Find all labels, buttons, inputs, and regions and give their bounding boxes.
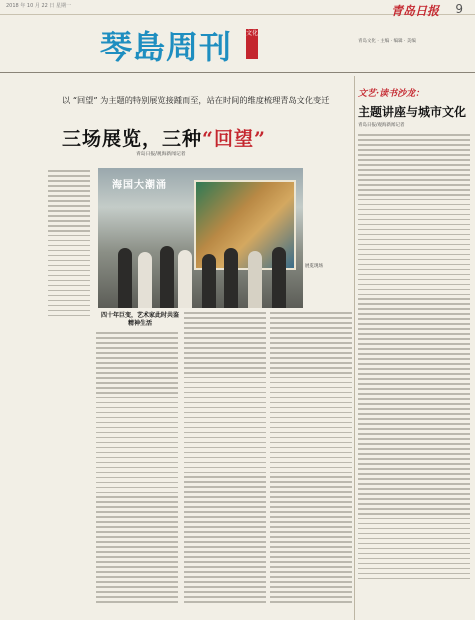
article-kicker: 以 “回望” 为主题的特别展览接踵而至，站在时间的维度梳理青岛文化变迁 <box>62 95 330 105</box>
photo-person <box>138 252 152 308</box>
section-tag: 文化 <box>246 29 258 59</box>
article-headline <box>62 124 266 151</box>
column-divider <box>354 76 355 620</box>
photo-person <box>178 250 192 308</box>
photo-person <box>118 248 132 308</box>
intro-column <box>48 170 90 320</box>
date-line: 2018 年 10 月 22 日 星期一 <box>6 3 71 9</box>
sidebar-title: 主题讲座与城市文化 <box>358 105 467 119</box>
photo-person <box>160 246 174 308</box>
sidebar-logo: 文艺·读书沙龙： <box>358 89 425 99</box>
page-number: 9 <box>455 2 463 16</box>
section-subhead: 四十年巨变，艺术家此时共鉴精神生活 <box>100 312 179 327</box>
photo-caption: 展览现场 <box>305 264 323 269</box>
photo-person <box>248 251 262 308</box>
top-strip <box>0 0 475 18</box>
article-byline: 青岛日报/观海新闻记者 <box>136 152 186 157</box>
photo-banner: 海国大潮涌 <box>112 180 167 191</box>
headline-prefix: 三场展览，三种 <box>62 128 203 150</box>
headline-highlight: “回望” <box>202 128 266 150</box>
photo-person <box>224 248 238 308</box>
sidebar-body <box>358 134 470 579</box>
sidebar-column <box>358 86 470 620</box>
photo-person <box>202 254 216 308</box>
article-body-col-1 <box>96 332 178 606</box>
editor-info: 青岛文化 · 主编 · 编辑 · 美编 <box>358 39 416 44</box>
photo-caption-box <box>305 264 353 308</box>
masthead <box>100 22 259 66</box>
article-body-col-3 <box>270 312 352 606</box>
masthead-divider <box>0 72 475 73</box>
article-body-col-2 <box>184 312 266 606</box>
masthead-title: 琴島周刊 <box>100 28 233 66</box>
sidebar-byline: 青岛日报/观海新闻记者 <box>358 123 405 128</box>
brand-logo: 青岛日报 <box>390 4 439 18</box>
photo-person <box>272 247 286 308</box>
exhibition-photo <box>98 168 303 308</box>
